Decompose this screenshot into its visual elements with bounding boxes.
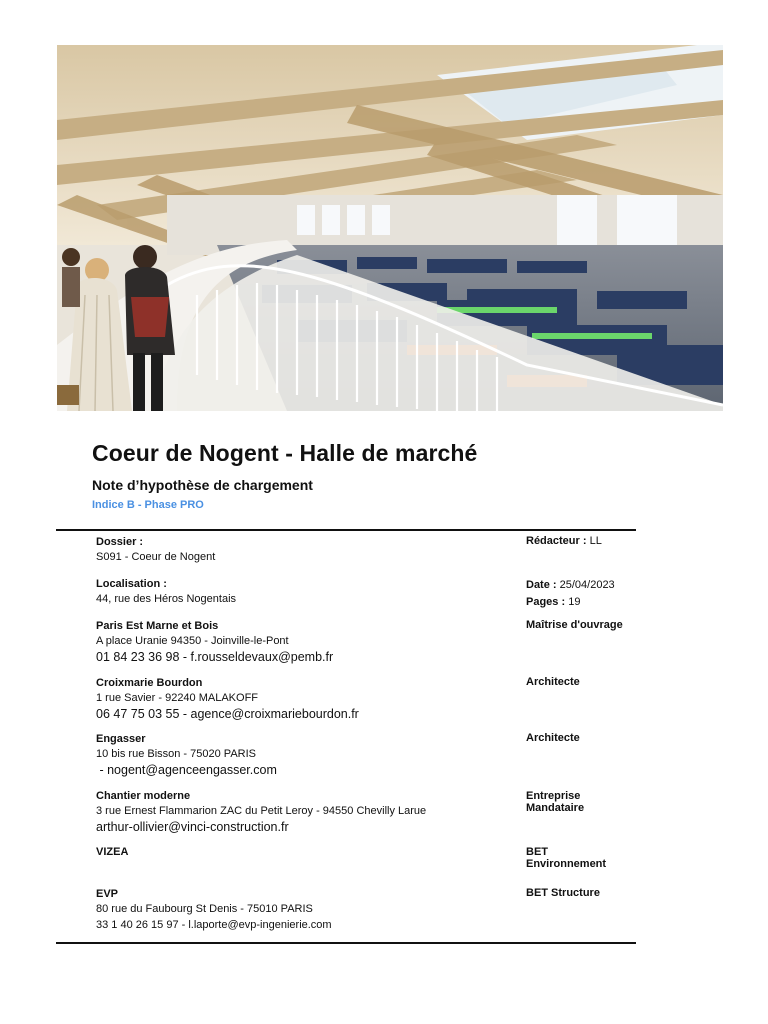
architect-2-role: Architecte <box>526 732 580 744</box>
market-hall-rendering <box>57 45 723 411</box>
localisation-value: 44, rue des Héros Nogentais <box>96 593 237 605</box>
structure-role: BET Structure <box>526 887 600 899</box>
date-label: Date : <box>526 579 557 591</box>
contractor-address: 3 rue Ernest Flammarion ZAC du Petit Leroy - 94550 Chevilly Larue <box>96 805 427 817</box>
structure-contact: 33 1 40 26 15 97 - l.laporte@evp-ingenierie.com <box>96 919 332 931</box>
architect-2-contact: - nogent@agenceengasser.com <box>96 763 277 777</box>
contractor-block <box>96 789 516 836</box>
dossier-label: Dossier : <box>96 536 144 548</box>
client-block <box>96 619 516 666</box>
redacteur-label: Rédacteur : <box>526 535 587 547</box>
architect-1-address: 1 rue Savier - 92240 MALAKOFF <box>96 692 259 704</box>
date-pages-block <box>526 577 646 611</box>
architect-2-name: Engasser <box>96 733 146 745</box>
client-contact: 01 84 23 36 98 - f.rousseldevaux@pemb.fr <box>96 650 334 664</box>
document-subtitle: Note d’hypothèse de chargement <box>92 477 313 493</box>
pages-label: Pages : <box>526 596 566 608</box>
architect-1-name: Croixmarie Bourdon <box>96 677 203 689</box>
client-name: Paris Est Marne et Bois <box>96 620 219 632</box>
dossier-value: S091 - Coeur de Nogent <box>96 551 216 563</box>
architect-1-contact: 06 47 75 03 55 - agence@croixmariebourdon.fr <box>96 707 359 721</box>
revision-label: Indice B - Phase PRO <box>92 499 204 511</box>
localisation-label: Localisation : <box>96 578 167 590</box>
structure-name: EVP <box>96 888 119 900</box>
cover-image <box>57 45 723 411</box>
architect-2-block <box>96 732 516 779</box>
architect-1-block <box>96 676 516 723</box>
pages-value: 19 <box>568 596 581 608</box>
contractor-name: Chantier moderne <box>96 790 191 802</box>
localisation-block <box>96 577 516 607</box>
environment-name: VIZEA <box>96 846 129 858</box>
dossier-block <box>96 535 516 565</box>
structure-address: 80 rue du Faubourg St Denis - 75010 PARIS <box>96 903 313 915</box>
contractor-role: Entreprise Mandataire <box>526 790 585 814</box>
environment-block <box>96 845 516 859</box>
document-title: Coeur de Nogent - Halle de marché <box>92 440 478 466</box>
redacteur-value: LL <box>589 535 602 547</box>
table-top-rule <box>56 529 636 531</box>
structure-block <box>96 887 516 933</box>
client-role: Maîtrise d'ouvrage <box>526 619 623 631</box>
table-bottom-rule <box>56 942 636 944</box>
redacteur-block <box>526 535 646 547</box>
client-address: A place Uranie 94350 - Joinville-le-Pont <box>96 635 289 647</box>
architect-2-address: 10 bis rue Bisson - 75020 PARIS <box>96 748 256 760</box>
contractor-contact: arthur-ollivier@vinci-construction.fr <box>96 820 289 834</box>
architect-1-role: Architecte <box>526 676 580 688</box>
date-value: 25/04/2023 <box>559 579 615 591</box>
environment-role: BET Environnement <box>526 846 607 870</box>
